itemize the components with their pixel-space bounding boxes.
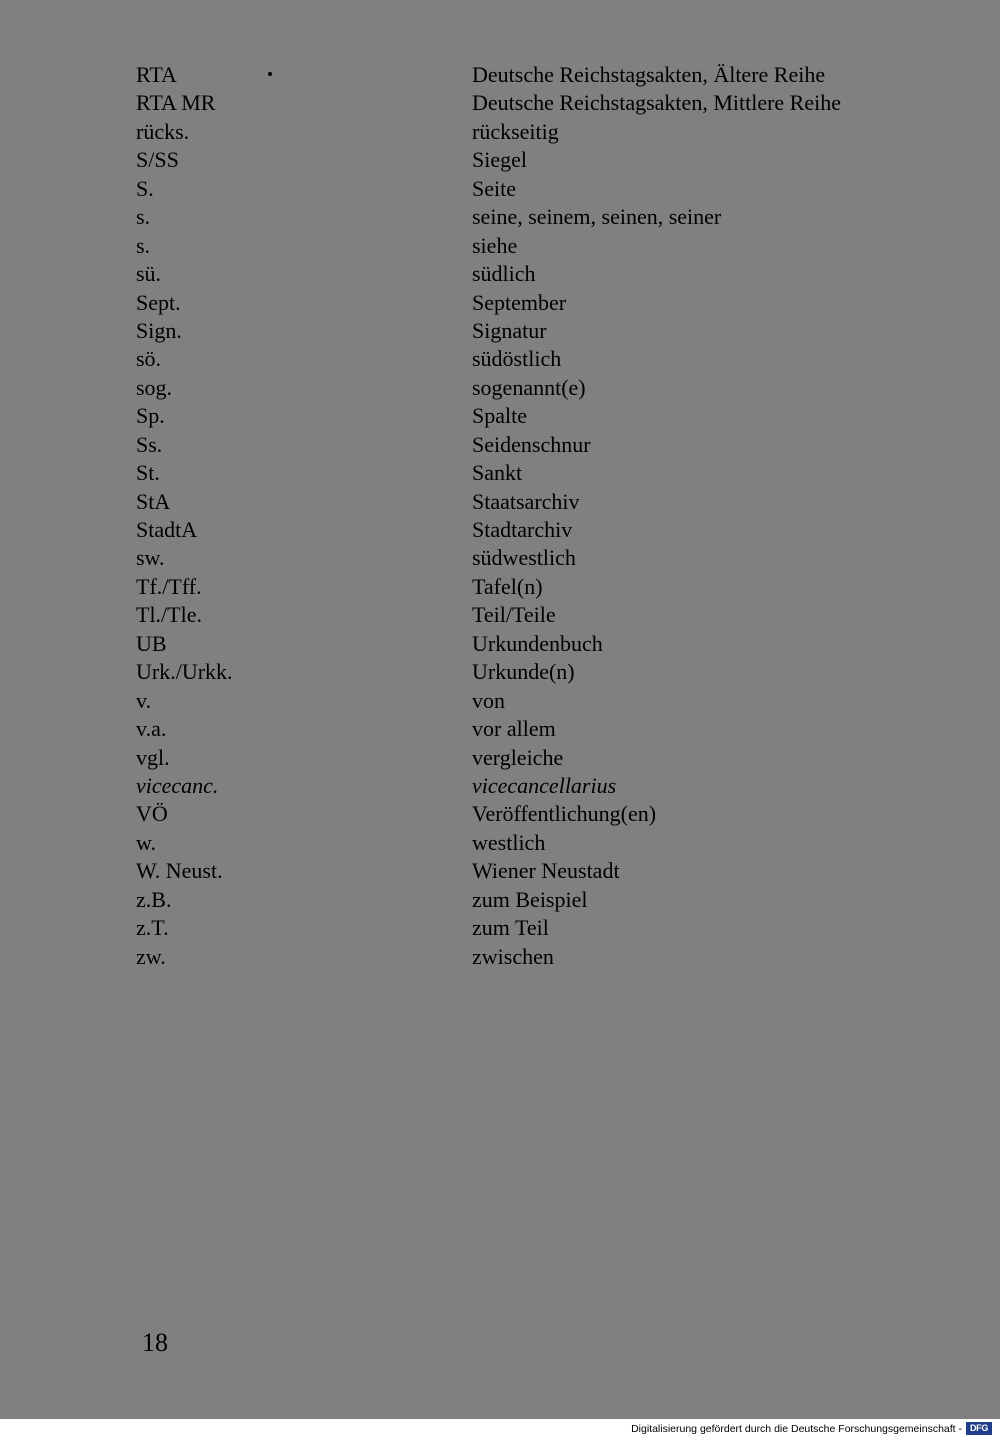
abbreviation-meaning: südöstlich — [472, 346, 562, 372]
abbreviation: Urk./Urkk. — [136, 659, 233, 685]
list-item — [0, 232, 1000, 260]
abbreviation: w. — [136, 829, 156, 855]
abbreviation: z.T. — [136, 915, 169, 941]
abbreviation-meaning: Deutsche Reichstagsakten, Mittlere Reihe — [472, 90, 841, 116]
list-item — [0, 943, 1000, 971]
list-item — [0, 886, 1000, 914]
abbreviation-meaning: Sankt — [472, 460, 523, 486]
list-item — [0, 61, 1000, 89]
list-item — [0, 829, 1000, 857]
list-item — [0, 374, 1000, 402]
abbreviation: StadtA — [136, 517, 198, 542]
abbreviation: Tf./Tff. — [136, 573, 202, 599]
list-item — [0, 516, 1000, 544]
abbreviation: S. — [136, 175, 154, 201]
list-item — [0, 317, 1000, 345]
abbreviation-meaning: seine, seinem, seinen, seiner — [472, 204, 722, 230]
list-item — [0, 488, 1000, 516]
list-item — [0, 544, 1000, 572]
abbreviation: sö. — [136, 346, 162, 372]
page-number: 18 — [142, 1328, 168, 1357]
list-item — [0, 687, 1000, 715]
list-item — [0, 857, 1000, 885]
abbreviation: zw. — [136, 943, 166, 969]
abbreviation-meaning: zum Teil — [472, 915, 549, 941]
abbreviation-meaning: rückseitig — [472, 118, 559, 144]
abbreviation: RTA MR — [136, 90, 216, 116]
list-item — [0, 772, 1000, 800]
list-item — [0, 345, 1000, 373]
abbreviation: Sign. — [136, 317, 182, 343]
list-item — [0, 800, 1000, 828]
list-item — [0, 744, 1000, 772]
abbreviation: S/SS — [136, 147, 179, 173]
list-item — [0, 89, 1000, 117]
list-item — [0, 260, 1000, 288]
abbreviation: W. Neust. — [136, 858, 223, 884]
list-item — [0, 914, 1000, 942]
list-item — [0, 289, 1000, 317]
abbreviation-meaning: zum Beispiel — [472, 886, 588, 912]
abbreviation-meaning: Seidenschnur — [472, 431, 591, 457]
list-item — [0, 573, 1000, 601]
abbreviation-meaning: Tafel(n) — [472, 573, 543, 599]
footer — [0, 1419, 1000, 1439]
abbreviation-meaning: Deutsche Reichstagsakten, Ältere Reihe — [472, 62, 826, 87]
abbreviation: sog. — [136, 374, 173, 400]
abbreviation: v. — [136, 687, 152, 713]
abbreviation-meaning: Urkunde(n) — [472, 659, 575, 685]
abbreviation-meaning: zwischen — [472, 943, 554, 969]
abbreviation: RTA — [136, 62, 177, 87]
list-item — [0, 203, 1000, 231]
abbreviation: s. — [136, 232, 151, 258]
abbreviation-meaning: sogenannt(e) — [472, 374, 586, 400]
abbreviation: v.a. — [136, 716, 167, 742]
abbreviation-meaning: Spalte — [472, 403, 527, 429]
list-item — [0, 402, 1000, 430]
abbreviation-meaning: Teil/Teile — [472, 602, 556, 628]
abbreviation-meaning: Veröffentlichung(en) — [472, 801, 657, 827]
abbreviation-meaning: vergleiche — [472, 744, 564, 770]
abbreviation: z.B. — [136, 886, 172, 912]
abbreviation-meaning: südlich — [472, 261, 536, 287]
abbreviation-meaning: Signatur — [472, 317, 547, 343]
abbreviation: vgl. — [136, 744, 170, 770]
abbreviation-meaning: Seite — [472, 175, 516, 201]
abbreviation-list — [0, 61, 1000, 971]
abbreviation: StA — [136, 488, 171, 514]
abbreviation-meaning: von — [472, 687, 505, 713]
abbreviation-meaning: vicecancellarius — [472, 772, 617, 798]
list-item — [0, 630, 1000, 658]
list-item — [0, 175, 1000, 203]
abbreviation: sü. — [136, 261, 162, 287]
abbreviation: St. — [136, 460, 160, 486]
abbreviation: s. — [136, 204, 151, 230]
list-item — [0, 658, 1000, 686]
abbreviation-meaning: Stadtarchiv — [472, 517, 573, 542]
abbreviation-meaning: Staatsarchiv — [472, 488, 580, 514]
abbreviation: Sp. — [136, 403, 165, 429]
abbreviation-meaning: September — [472, 289, 567, 315]
abbreviation: sw. — [136, 545, 165, 571]
list-item — [0, 146, 1000, 174]
abbreviation: Ss. — [136, 431, 163, 457]
abbreviation-meaning: Siegel — [472, 147, 527, 173]
abbreviation: vicecanc. — [136, 772, 219, 798]
abbreviation-meaning: siehe — [472, 232, 518, 258]
list-item — [0, 459, 1000, 487]
footer-credit: Digitalisierung gefördert durch die Deutsche Forschungsgemeinschaft - — [631, 1423, 962, 1435]
abbreviation: Sept. — [136, 289, 181, 315]
abbreviation: VÖ — [136, 801, 168, 827]
abbreviation-meaning: Urkundenbuch — [472, 630, 603, 656]
list-item — [0, 601, 1000, 629]
abbreviation-meaning: Wiener Neustadt — [472, 858, 620, 884]
abbreviation-meaning: südwestlich — [472, 545, 576, 571]
list-item — [0, 431, 1000, 459]
abbreviation: rücks. — [136, 118, 190, 144]
abbreviation: Tl./Tle. — [136, 602, 202, 628]
abbreviation: UB — [136, 630, 167, 656]
list-item — [0, 715, 1000, 743]
dfg-logo: DFG — [966, 1422, 992, 1435]
abbreviation-meaning: westlich — [472, 829, 546, 855]
abbreviation-meaning: vor allem — [472, 716, 556, 742]
list-item — [0, 118, 1000, 146]
